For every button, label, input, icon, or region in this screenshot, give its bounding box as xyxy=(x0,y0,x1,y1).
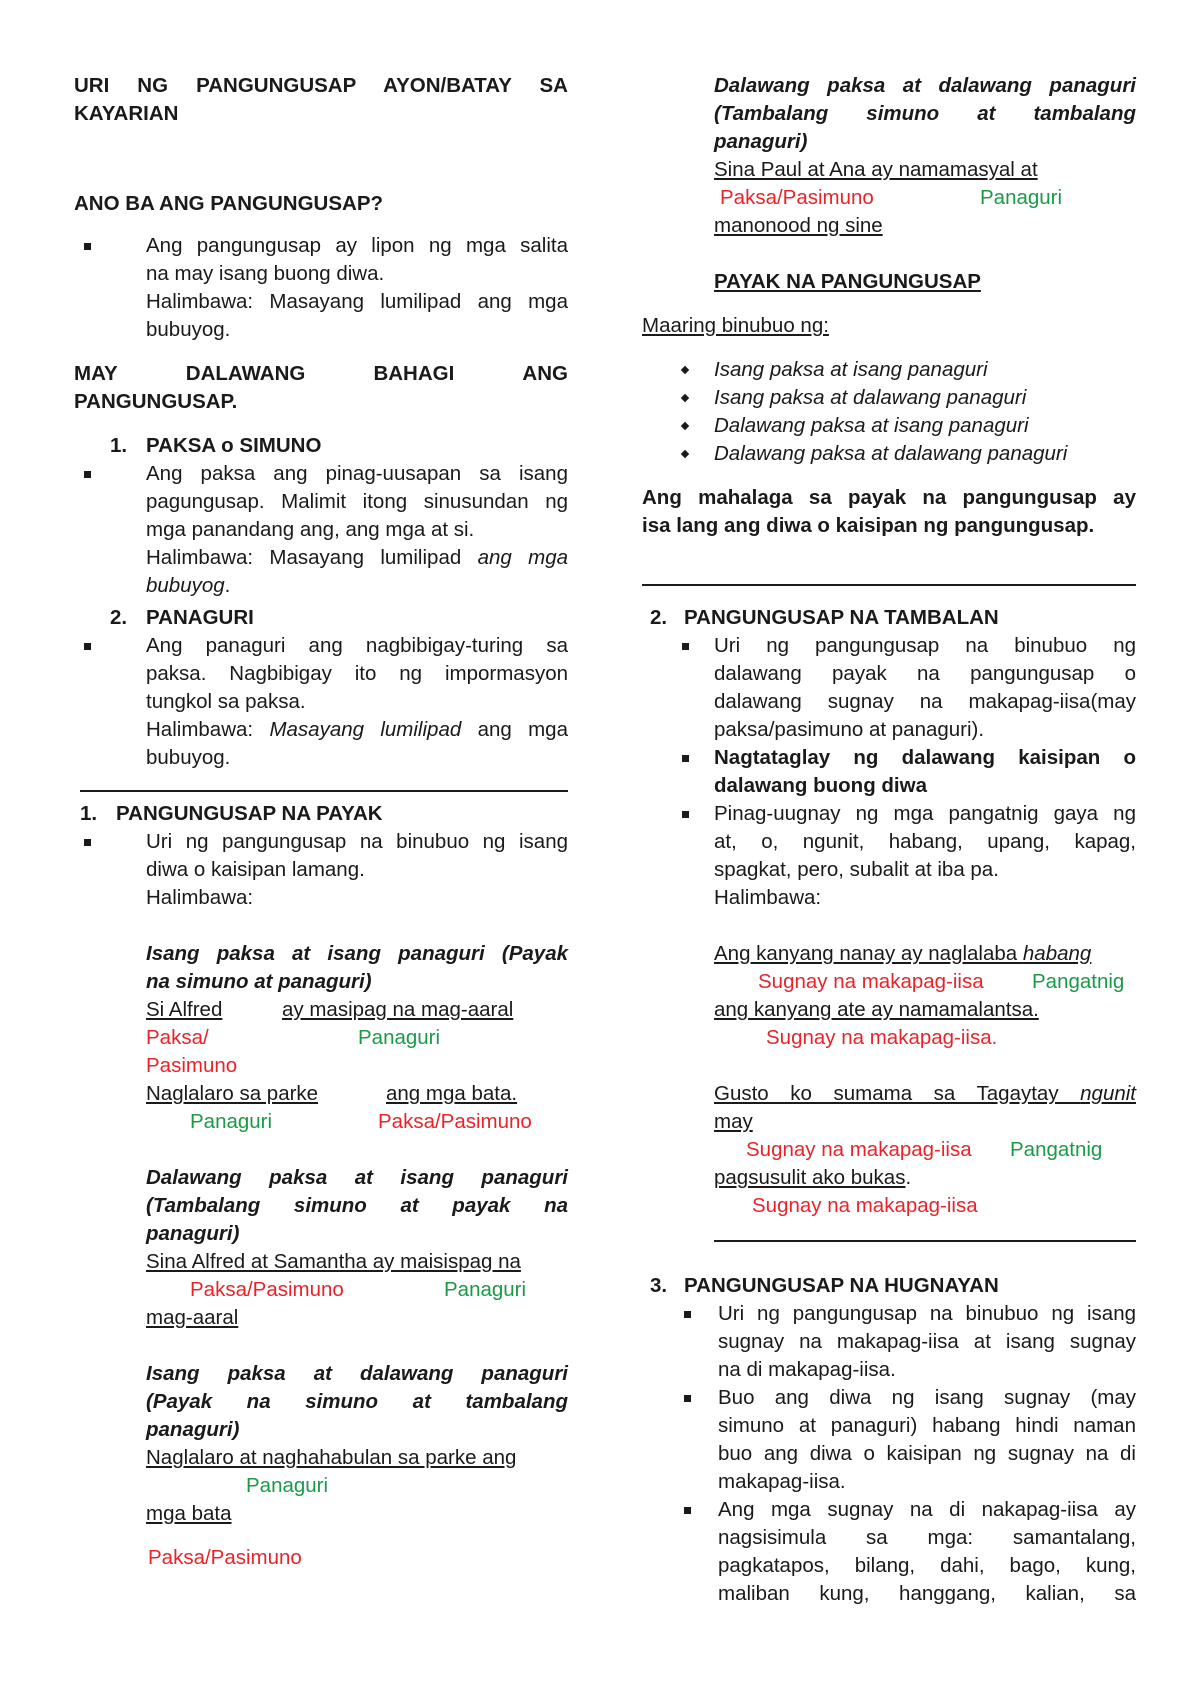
example-title: Dalawang paksa at isang panaguri xyxy=(146,1166,568,1189)
pangatnig-label: Pangatnig xyxy=(1032,970,1125,993)
example-sentence: ang kanyang ate ay namamalantsa. xyxy=(714,998,1039,1021)
tambalan-text: dalawang sugnay na makapag-iisa(may xyxy=(714,690,1136,713)
paksa-label: Paksa/Pasimuno xyxy=(720,186,874,209)
intro-text: bubuyog. xyxy=(146,318,231,341)
example-title: panaguri) xyxy=(714,130,808,153)
list-number: 2. xyxy=(110,606,128,629)
payak-item: Isang paksa at isang panaguri xyxy=(714,358,988,381)
document-title: URI NG PANGUNGUSAP AYON/BATAY SA xyxy=(74,74,568,97)
example-sentence: mag-aaral xyxy=(146,1306,239,1329)
hugnayan-text: buo ang diwa o kaisipan ng sugnay na di xyxy=(718,1442,1136,1465)
panaguri-example: Halimbawa: Masayang lumilipad ang mga xyxy=(146,718,568,741)
hugnayan-text: makapag-iisa. xyxy=(718,1470,846,1493)
intro-text: Halimbawa: Masayang lumilipad ang mga xyxy=(146,290,568,313)
example-sentence: Naglalaro at naghahabulan sa parke ang xyxy=(146,1446,517,1469)
bullet-icon xyxy=(682,755,689,762)
bullet-icon xyxy=(682,811,689,818)
bullet-icon xyxy=(84,839,91,846)
bullet-icon xyxy=(681,394,689,402)
payak-text: Uri ng pangungusap na binubuo ng isang xyxy=(146,830,568,853)
payak-item: Isang paksa at dalawang panaguri xyxy=(714,386,1027,409)
document-title-line2: KAYARIAN xyxy=(74,102,179,125)
bullet-icon xyxy=(684,1311,691,1318)
section-divider xyxy=(714,1240,1136,1242)
example-sentence: Gusto ko sumama sa Tagaytay ngunit xyxy=(714,1082,1136,1105)
bullet-icon xyxy=(84,471,91,478)
example-title: (Payak na simuno at tambalang xyxy=(146,1390,568,1413)
sugnay-label: Sugnay na makapag-iisa xyxy=(746,1138,972,1161)
bullet-icon xyxy=(682,643,689,650)
example-title: na simuno at panaguri) xyxy=(146,970,372,993)
example-sentence: Ang kanyang nanay ay naglalaba habang xyxy=(714,942,1092,965)
sugnay-label: Sugnay na makapag-iisa xyxy=(752,1194,978,1217)
example-title: (Tambalang simuno at tambalang xyxy=(714,102,1136,125)
hugnayan-text: simuno at panaguri) habang hindi naman xyxy=(718,1414,1136,1437)
payak-item: Dalawang paksa at isang panaguri xyxy=(714,414,1029,437)
bullet-icon xyxy=(681,450,689,458)
example-title: Dalawang paksa at dalawang panaguri xyxy=(714,74,1136,97)
paksa-text: mga panandang ang, ang mga at si. xyxy=(146,518,475,541)
payak-section-heading: PAYAK NA PANGUNGUSAP xyxy=(714,270,981,293)
bullet-icon xyxy=(681,422,689,430)
hugnayan-heading: PANGUNGUSAP NA HUGNAYAN xyxy=(684,1274,999,1297)
payak-text: Halimbawa: xyxy=(146,886,254,909)
paksa-heading: PAKSA o SIMUNO xyxy=(146,434,322,457)
bullet-icon xyxy=(84,643,91,650)
panaguri-text: paksa. Nagbibigay ito ng impormasyon xyxy=(146,662,568,685)
example-sentence: manonood ng sine xyxy=(714,214,883,237)
hugnayan-text: Ang mga sugnay na di nakapag-iisa ay xyxy=(718,1498,1136,1521)
example-sentence: Sina Paul at Ana ay namamasyal at xyxy=(714,158,1038,181)
section-divider xyxy=(642,584,1136,586)
panaguri-label: Panaguri xyxy=(190,1110,273,1133)
payak-section-intro: Maaring binubuo ng: xyxy=(642,314,829,337)
panaguri-label: Panaguri xyxy=(246,1474,329,1497)
parts-heading: MAY DALAWANG BAHAGI ANG xyxy=(74,362,568,385)
tambalan-text: paksa/pasimuno at panaguri). xyxy=(714,718,985,741)
paksa-text: pagungusap. Malimit itong sinusundan ng xyxy=(146,490,568,513)
example-title: Isang paksa at dalawang panaguri xyxy=(146,1362,568,1385)
paksa-label: Paksa/Pasimuno xyxy=(190,1278,344,1301)
paksa-label: Pasimuno xyxy=(146,1054,238,1077)
example-sentence: may xyxy=(714,1110,753,1133)
panaguri-text: Ang panaguri ang nagbibigay-turing sa xyxy=(146,634,568,657)
hugnayan-text: nagsisimula sa mga: samantalang, xyxy=(718,1526,1136,1549)
bullet-icon xyxy=(684,1507,691,1514)
bullet-icon xyxy=(84,243,91,250)
tambalan-text: dalawang payak na pangungusap o xyxy=(714,662,1136,685)
example-title: panaguri) xyxy=(146,1222,240,1245)
hugnayan-text: na di makapag-iisa. xyxy=(718,1358,896,1381)
paksa-label: Paksa/Pasimuno xyxy=(378,1110,532,1133)
example-title: (Tambalang simuno at payak na xyxy=(146,1194,568,1217)
paksa-example-line2: bubuyog. xyxy=(146,574,231,597)
example-sentence: ang mga bata. xyxy=(386,1082,518,1105)
sugnay-label: Sugnay na makapag-iisa xyxy=(758,970,984,993)
example-title: panaguri) xyxy=(146,1418,240,1441)
hugnayan-text: maliban kung, hanggang, kalian, sa xyxy=(718,1582,1136,1605)
payak-note: isa lang ang diwa o kaisipan ng pangungusap. xyxy=(642,514,1095,537)
list-number: 3. xyxy=(650,1274,668,1297)
hugnayan-text: Buo ang diwa ng isang sugnay (may xyxy=(718,1386,1136,1409)
example-sentence: Si Alfred xyxy=(146,998,223,1021)
payak-note: Ang mahalaga sa payak na pangungusap ay xyxy=(642,486,1136,509)
payak-heading: PANGUNGUSAP NA PAYAK xyxy=(116,802,383,825)
tambalan-heading: PANGUNGUSAP NA TAMBALAN xyxy=(684,606,999,629)
paksa-example: Halimbawa: Masayang lumilipad ang mga xyxy=(146,546,568,569)
panaguri-label: Panaguri xyxy=(980,186,1063,209)
tambalan-text: at, o, ngunit, habang, upang, kapag, xyxy=(714,830,1136,853)
example-sentence: Naglalaro sa parke xyxy=(146,1082,319,1105)
bullet-icon xyxy=(681,366,689,374)
panaguri-heading: PANAGURI xyxy=(146,606,254,629)
bullet-icon xyxy=(684,1395,691,1402)
example-sentence: pagsusulit ako bukas. xyxy=(714,1166,912,1189)
tambalan-text: Halimbawa: xyxy=(714,886,822,909)
tambalan-text: Nagtataglay ng dalawang kaisipan o xyxy=(714,746,1136,769)
list-number: 1. xyxy=(80,802,98,825)
parts-heading-line2: PANGUNGUSAP. xyxy=(74,390,238,413)
example-sentence: mga bata xyxy=(146,1502,232,1525)
hugnayan-text: sugnay na makapag-iisa at isang sugnay xyxy=(718,1330,1136,1353)
hugnayan-text: Uri ng pangungusap na binubuo ng isang xyxy=(718,1302,1136,1325)
tambalan-text: Pinag-uugnay ng mga pangatnig gaya ng xyxy=(714,802,1136,825)
tambalan-text: spagkat, pero, subalit at iba pa. xyxy=(714,858,999,881)
hugnayan-text: pagkatapos, bilang, dahi, bago, kung, xyxy=(718,1554,1136,1577)
paksa-text: Ang paksa ang pinag-uusapan sa isang xyxy=(146,462,568,485)
intro-text: Ang pangungusap ay lipon ng mga salita xyxy=(146,234,568,257)
list-number: 1. xyxy=(110,434,128,457)
paksa-label: Paksa/ xyxy=(146,1026,209,1049)
pangatnig-label: Pangatnig xyxy=(1010,1138,1103,1161)
section-divider xyxy=(80,790,568,792)
paksa-label: Paksa/Pasimuno xyxy=(148,1546,302,1569)
payak-text: diwa o kaisipan lamang. xyxy=(146,858,365,881)
sugnay-label: Sugnay na makapag-iisa. xyxy=(766,1026,998,1049)
panaguri-text: tungkol sa paksa. xyxy=(146,690,306,713)
panaguri-example-line2: bubuyog. xyxy=(146,746,231,769)
intro-heading: ANO BA ANG PANGUNGUSAP? xyxy=(74,192,384,215)
panaguri-label: Panaguri xyxy=(444,1278,527,1301)
example-sentence: Sina Alfred at Samantha ay maisispag na xyxy=(146,1250,521,1273)
example-sentence: ay masipag na mag-aaral xyxy=(282,998,514,1021)
payak-item: Dalawang paksa at dalawang panaguri xyxy=(714,442,1068,465)
example-title: Isang paksa at isang panaguri (Payak xyxy=(146,942,568,965)
panaguri-label: Panaguri xyxy=(358,1026,441,1049)
list-number: 2. xyxy=(650,606,668,629)
tambalan-text: Uri ng pangungusap na binubuo ng xyxy=(714,634,1136,657)
tambalan-text: dalawang buong diwa xyxy=(714,774,927,797)
intro-text: na may isang buong diwa. xyxy=(146,262,385,285)
